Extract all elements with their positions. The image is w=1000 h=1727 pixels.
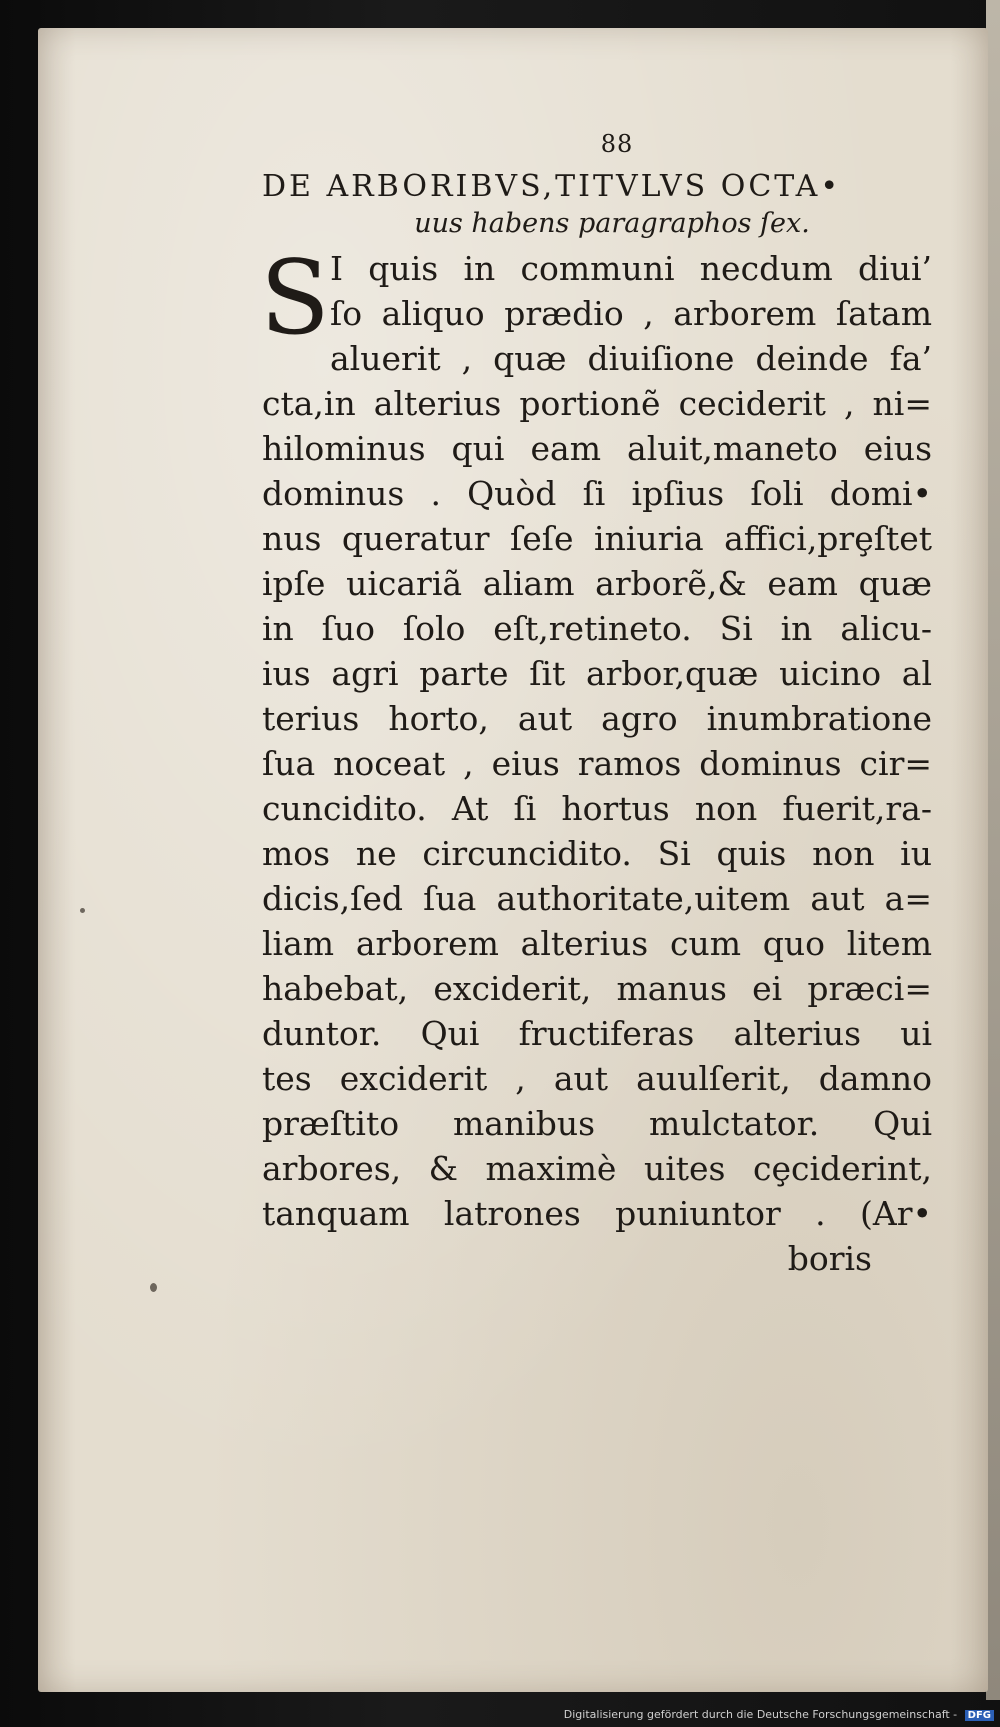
text-line: nus queratur ſeſe iniuria affici,prȩſtet <box>262 519 932 558</box>
text-line: aluerit , quæ diuiſione deinde fa’ <box>330 339 932 378</box>
text-line: dominus . Quòd ſi ipſius ſoli domi• <box>262 474 932 513</box>
drop-cap-initial: S <box>260 239 330 358</box>
page-number: 88 <box>600 130 634 158</box>
chapter-heading: DE ARBORIBVS,TITVLVS OCTA• <box>262 169 842 204</box>
credit-text: Digitalisierung gefördert durch die Deutsche Forschungsgemeinschaft - <box>563 1708 958 1721</box>
text-line: dicis,ſed ſua authoritate,uitem aut a= <box>262 879 932 918</box>
text-block <box>262 120 932 1281</box>
text-line: tes exciderit , aut auulſerit, damno <box>262 1059 932 1098</box>
text-line: mos ne circuncidito. Si quis non iu <box>262 834 932 873</box>
text-line: liam arborem alterius cum quo litem <box>262 924 932 963</box>
text-line: cuncidito. At ſi hortus non fuerit,ra- <box>262 789 932 828</box>
catchword: boris <box>787 1239 872 1278</box>
text-line: cta,in alterius portionẽ ceciderit , ni= <box>262 384 932 423</box>
text-line: in ſuo ſolo eſt,retineto. Si in alicu- <box>262 609 932 648</box>
text-line: ipſe uicariã aliam arborẽ,& eam quæ <box>262 564 932 603</box>
text-line: terius horto, aut agro inumbratione <box>262 699 932 738</box>
paper-speck <box>150 1283 157 1292</box>
chapter-subheading: uus habens paragraphos ſex. <box>414 208 810 239</box>
adjacent-page-edge <box>986 0 1000 1700</box>
text-line: tanquam latrones puniuntor . (Ar• <box>262 1194 932 1233</box>
text-line: I quis in communi necdum diui’ <box>330 249 932 288</box>
text-line: ſo aliquo prædio , arborem ſatam <box>330 294 932 333</box>
text-line: ius agri parte ſit arbor,quæ uicino al <box>262 654 932 693</box>
body-text <box>260 239 932 1281</box>
text-line: habebat, exciderit, manus ei præci= <box>262 969 932 1008</box>
text-line: arbores, & maximè uites cȩciderint, <box>262 1149 932 1188</box>
text-line: ſua noceat , eius ramos dominus cir= <box>262 744 932 783</box>
dfg-logo-icon: DFG <box>965 1710 994 1721</box>
text-line: præſtito manibus mulctator. Qui <box>262 1104 932 1143</box>
text-line: duntor. Qui fructiferas alterius ui <box>262 1014 932 1053</box>
digitization-credit <box>564 1708 994 1721</box>
paper-speck <box>80 908 85 913</box>
text-line: hilominus qui eam aluit,maneto eius <box>262 429 932 468</box>
